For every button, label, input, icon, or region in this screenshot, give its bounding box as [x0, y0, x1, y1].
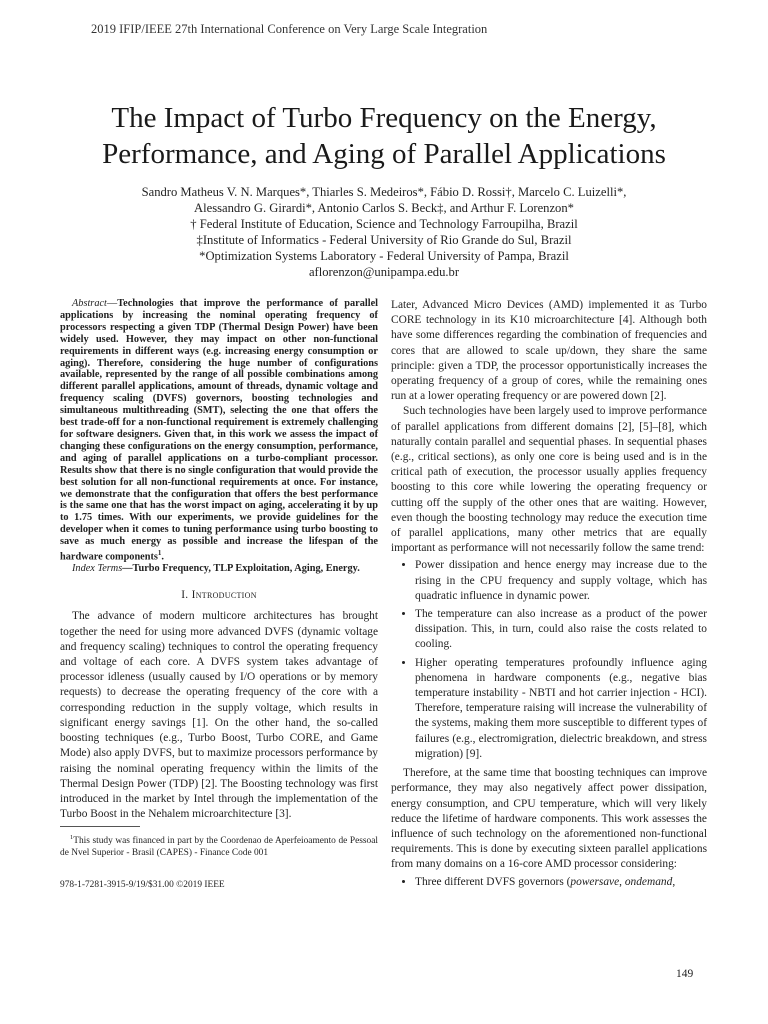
title-line-1: The Impact of Turbo Frequency on the Energy, — [111, 102, 657, 134]
contact-email: aflorenzon@unipampa.edu.br — [308, 265, 460, 279]
intro-paragraph-2: Later, Advanced Micro Devices (AMD) implemented it as Turbo CORE technology in its K10 microarchitecture [4]. Although both have some differences regarding the combination of frequencies and cores that are allowed to scale up/down, they share the same principle: given a TDP, the processor opportunistically increases the operating frequency of a group of cores, while the remaining ones run at a lower operating frequency or are powered down [2]. — [391, 299, 707, 403]
abstract-text: Technologies that improve the performance of parallel applications by increasing the nominal operating frequency of processors respecting a given TDP (Thermal Design Power) have been widely used. However, they may impact on other non-functional requirements in different ways (e.g. increasing energy consumption or aging). Therefore, considering the huge number of configurations available, represented by the range of all possible combinations among different parallel applications, amount of threads, dynamic voltage and frequency scaling (DVFS) governors, boosting technologies and simultaneous multithreading (SMT), selecting the one that offers the best trade-off for a non-functional requirement is extremely challenging for software designers. Given that, in this work we assess the impact of changing these configurations on the energy consumption, performance, and aging of parallel applications on a turbo-compliant processor. Results show that there is no single configuration that would provide the best solution for all non-functional requirements at once. For instance, we demonstrate that the configuration that offers the best performance is the same one that has the worst impact on aging, accelerating it by up to 1.75 times. With our experiments, we provide guidelines for the developer when it comes to tuning performance using turbo boosting to save as much energy as possible and increase the lifespan of the hardware components — [60, 298, 378, 563]
isbn-copyright: 978-1-7281-3915-9/19/$31.00 ©2019 IEEE — [60, 880, 225, 890]
right-column — [391, 298, 707, 894]
abstract-dash: — — [106, 298, 118, 309]
abstract-end: . — [161, 551, 164, 563]
index-terms-text: Turbo Frequency, TLP Exploitation, Aging, Energy. — [132, 563, 360, 575]
index-terms — [60, 563, 378, 575]
paper-title — [0, 100, 768, 172]
affiliation-3: *Optimization Systems Laboratory - Federal University of Pampa, Brazil — [199, 249, 569, 263]
left-column — [60, 298, 378, 822]
authors-line-2: Alessandro G. Girardi*, Antonio Carlos S. Beck‡, and Arthur F. Lorenzon* — [194, 201, 574, 215]
index-terms-dash: — — [122, 563, 133, 575]
footnote-rule — [60, 826, 140, 827]
authors-line-1: Sandro Matheus V. N. Marques*, Thiarles S. Medeiros*, Fábio D. Rossi†, Marcelo C. Luizelli*, — [141, 185, 627, 199]
author-block — [60, 184, 708, 280]
title-line-2: Performance, and Aging of Parallel Applications — [102, 138, 666, 170]
footnote-text: This study was financed in part by the Coordenao de Aperfeioamento de Pessoal de Nvel Superior - Brasil (CAPES) - Finance Code 001 — [60, 836, 378, 859]
conference-header: 2019 IFIP/IEEE 27th International Conference on Very Large Scale Integration — [91, 22, 488, 36]
list-item: • The temperature can also increase as a product of the power dissipation. This, in turn, could also raise the costs related to cooling. — [415, 607, 707, 653]
intro-paragraph-1: The advance of modern multicore architectures has brought together the need for using more advanced DVFS (dynamic voltage and frequency scaling) techniques to control the operating frequency and voltage of each core. A DVFS system takes advantage of processor idleness (usually caused by I/O operations or by memory requests) to decrease the operating frequency of the core with a corresponding reduction in the supply voltage, which results in significant energy savings [1]. On the other hand, the so-called boosting techniques (e.g., Turbo Boost, Turbo CORE, and Game Mode) also apply DVFS, but to maximize processors performance by raising the nominal operating frequency within the limits of the Thermal Design Power (TDP) [2]. The Boosting technology was first introduced in the market by Intel through the implementation of the Turbo Boost in the Nehalem microarchitecture [3]. — [60, 610, 378, 821]
section-heading-introduction — [60, 588, 378, 603]
abstract-footnote-mark: 1 — [157, 549, 162, 558]
intro-paragraph-4: Therefore, at the same time that boosting techniques can improve performance, they may also negatively affect power dissipation, energy consumption, and CPU temperature, which will very likely reduce the lifetime of hardware components. This work assesses the influence of such technology on the aforementioned non-functional requirements. This is done by executing sixteen parallel applications from many domains on a 16-core AMD processor considering: — [391, 767, 707, 871]
abstract-label: Abstract — [72, 298, 107, 309]
footnote — [60, 832, 378, 859]
abstract — [60, 298, 378, 563]
governors-prefix: Three different DVFS governors ( — [415, 875, 571, 888]
affiliation-2: ‡Institute of Informatics - Federal University of Rio Grande do Sul, Brazil — [196, 233, 572, 247]
governor-ondemand: ondemand — [624, 875, 673, 888]
footnote-mark: 1 — [70, 834, 74, 841]
governor-powersave: powersave — [570, 875, 620, 888]
list-item: • Power dissipation and hence energy may increase due to the rising in the CPU frequency and supply voltage, which has quadratic influence in dynamic power. — [415, 558, 707, 604]
list-item: • Higher operating temperatures profoundly influence aging phenomena in hardware components (e.g., negative bias temperature instability - NBTI and hot carrier injection - HCI). Therefore, temperature raising will increase the vulnerability of the systems, making them more susceptible to different types of failures (e.g., electromigration, dielectric breakdown, and stress migration) [9]. — [415, 656, 707, 762]
intro-paragraph-3: Such technologies have been largely used to improve performance of parallel applications from different domains [2], [5]–[8], which naturally contain parallel and sequential phases. In sequential phases (e.g., critical sections), as only one core is being used and is in the critical path of execution, the processor usually applies frequency boosting to this core while lowering the operating frequency or cutting off the supply of the other ones that are waiting. However, even though the boosting technology may reduce the execution time of parallel applications, many other metrics that are equally important as performance will not necessarily follow the same trend: — [391, 405, 707, 555]
governors-suffix: , — [672, 875, 676, 888]
section-numeral: I. — [181, 589, 189, 602]
governors-comma: , — [619, 875, 625, 888]
bullet-list-config — [391, 875, 707, 890]
page-number: 149 — [676, 968, 694, 980]
bullet-list-metrics — [391, 558, 707, 762]
affiliation-1: † Federal Institute of Education, Science and Technology Farroupilha, Brazil — [190, 217, 578, 231]
index-terms-label: Index Terms — [72, 563, 123, 575]
section-title: Introduction — [191, 589, 257, 602]
list-item — [415, 875, 707, 890]
